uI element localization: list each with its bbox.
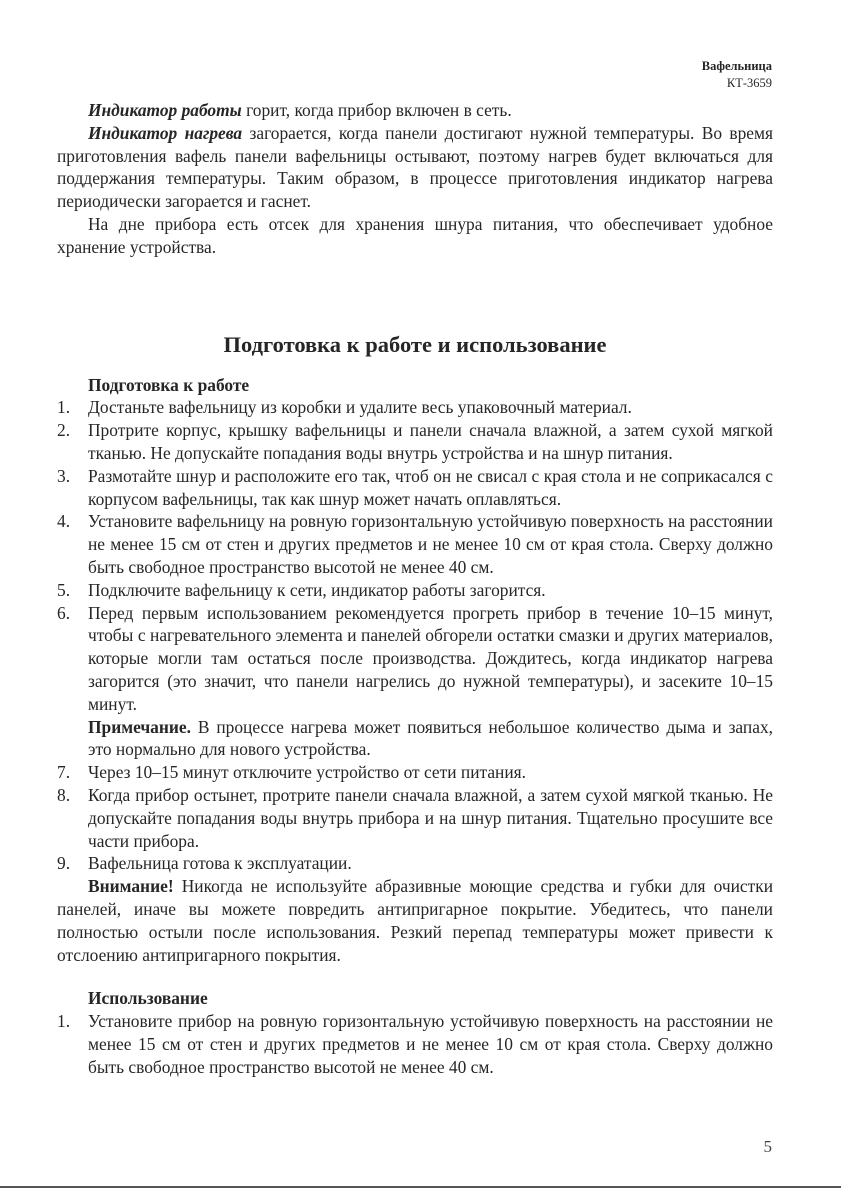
list-item bbox=[57, 579, 773, 602]
use-list bbox=[57, 1010, 773, 1078]
warning-text: Никогда не используйте абразивные моющие средства и губки для очистки панелей, иначе вы можете повредить антипригарное покрытие. Убедитесь, что панели полностью остыли после использования. Резкий перепад температуры может привести к отслоению антипригарного покрытия. bbox=[57, 876, 773, 965]
intro-p1-text: горит, когда прибор включен в сеть. bbox=[241, 100, 512, 120]
term-heat-indicator: Индикатор нагрева bbox=[88, 122, 243, 143]
intro-paragraph-1 bbox=[57, 99, 773, 122]
list-item bbox=[57, 602, 773, 716]
header-product-name: Вафельница bbox=[701, 59, 772, 73]
list-item bbox=[57, 510, 773, 578]
list-item-number: 3. bbox=[57, 465, 71, 486]
list-item bbox=[57, 784, 773, 852]
list-item-text: Вафельница готова к эксплуатации. bbox=[88, 853, 352, 874]
prep-list-continued bbox=[57, 761, 773, 875]
page-content bbox=[57, 99, 773, 1078]
list-item-number: 6. bbox=[57, 602, 71, 623]
bottom-rule bbox=[0, 1186, 841, 1188]
list-item bbox=[57, 761, 773, 784]
use-heading: Использование bbox=[88, 988, 208, 1009]
list-item bbox=[57, 419, 773, 465]
list-item bbox=[57, 396, 773, 419]
intro-p2-text: загорается, когда панели достигают нужной температуры. Во время приготовления вафель панели вафельницы остывают, поэтому нагрев будет включаться для поддержания температуры. Таким образом, в процессе приготовления индикатор нагрева периодически загорается и гаснет. bbox=[57, 122, 773, 212]
list-item-text: Установите прибор на ровную горизонтальную устойчивую поверхность на расстоянии не менее 15 см от стен и других предметов и не менее 10 см от края стола. Сверху должно быть свободное пространство высотой не менее 40 см. bbox=[88, 1011, 773, 1077]
prep-heading: Подготовка к работе bbox=[88, 374, 250, 395]
list-item-text: Подключите вафельницу к сети, индикатор работы загорится. bbox=[88, 579, 546, 600]
list-item-text: Перед первым использованием рекомендуется прогреть прибор в течение 10–15 минут, чтобы с нагревательного элемента и панелей обгорели остатки смазки и других материалов, которые могли там остаться после производства. Дождитесь, когда индикатор нагрева загорится (это значит, что панели нагрелись до нужной температуры), и засеките 10–15 минут. bbox=[88, 602, 773, 714]
note-label: Примечание. bbox=[88, 716, 191, 737]
warning-label: Внимание! bbox=[88, 876, 174, 897]
warning-paragraph bbox=[57, 875, 773, 966]
intro-paragraph-3: На дне прибора есть отсек для хранения шнура питания, что обеспечивает удобное хранение устройства. bbox=[57, 213, 773, 257]
list-item-number: 1. bbox=[57, 397, 71, 418]
intro-paragraph-2 bbox=[57, 122, 773, 213]
list-item-text: Через 10–15 минут отключите устройство от сети питания. bbox=[88, 762, 526, 783]
list-item-text: Достаньте вафельницу из коробки и удалите весь упаковочный материал. bbox=[88, 397, 632, 418]
list-item bbox=[57, 465, 773, 511]
list-item-number: 5. bbox=[57, 579, 71, 600]
page-number: 5 bbox=[763, 1137, 772, 1156]
list-item-number: 4. bbox=[57, 511, 71, 532]
list-item-text: Когда прибор остынет, протрите панели сначала влажной, а затем сухой мягкой тканью. Не допускайте попадания воды внутрь прибора и на шнур питания. Тщательно просушите все части прибора. bbox=[88, 784, 773, 851]
list-item-number: 7. bbox=[57, 762, 71, 783]
list-item bbox=[57, 852, 773, 875]
section-title: Подготовка к работе и использование bbox=[223, 331, 607, 357]
list-item-text: Размотайте шнур и расположите его так, чтоб он не свисал с края стола и не соприкасался с корпусом вафельницы, так как шнур может начать оплавляться. bbox=[88, 465, 773, 509]
list-item bbox=[57, 1010, 773, 1078]
running-header bbox=[702, 58, 772, 92]
list-item-number: 8. bbox=[57, 784, 71, 805]
list-item-text: Протрите корпус, крышку вафельницы и панели сначала влажной, а затем сухой мягкой тканью. Не допускайте попадания воды внутрь устройства и на шнур питания. bbox=[88, 420, 773, 463]
header-model: КТ-3659 bbox=[726, 76, 772, 90]
list-item-text: Установите вафельницу на ровную горизонтальную устойчивую поверхность на расстоянии не менее 15 см от стен и других предметов и не менее 10 см от края стола. Сверху должно быть свободное пространство высотой не менее 40 см. bbox=[88, 511, 773, 577]
prep-list bbox=[57, 396, 773, 715]
list-item-number: 9. bbox=[57, 853, 71, 874]
term-work-indicator: Индикатор работы bbox=[88, 100, 242, 120]
note-paragraph bbox=[57, 716, 773, 762]
note-text: В процессе нагрева может появиться небольшое количество дыма и запах, это нормально для нового устройства. bbox=[88, 716, 773, 760]
list-item-number: 1. bbox=[57, 1011, 71, 1032]
list-item-number: 2. bbox=[57, 420, 71, 441]
